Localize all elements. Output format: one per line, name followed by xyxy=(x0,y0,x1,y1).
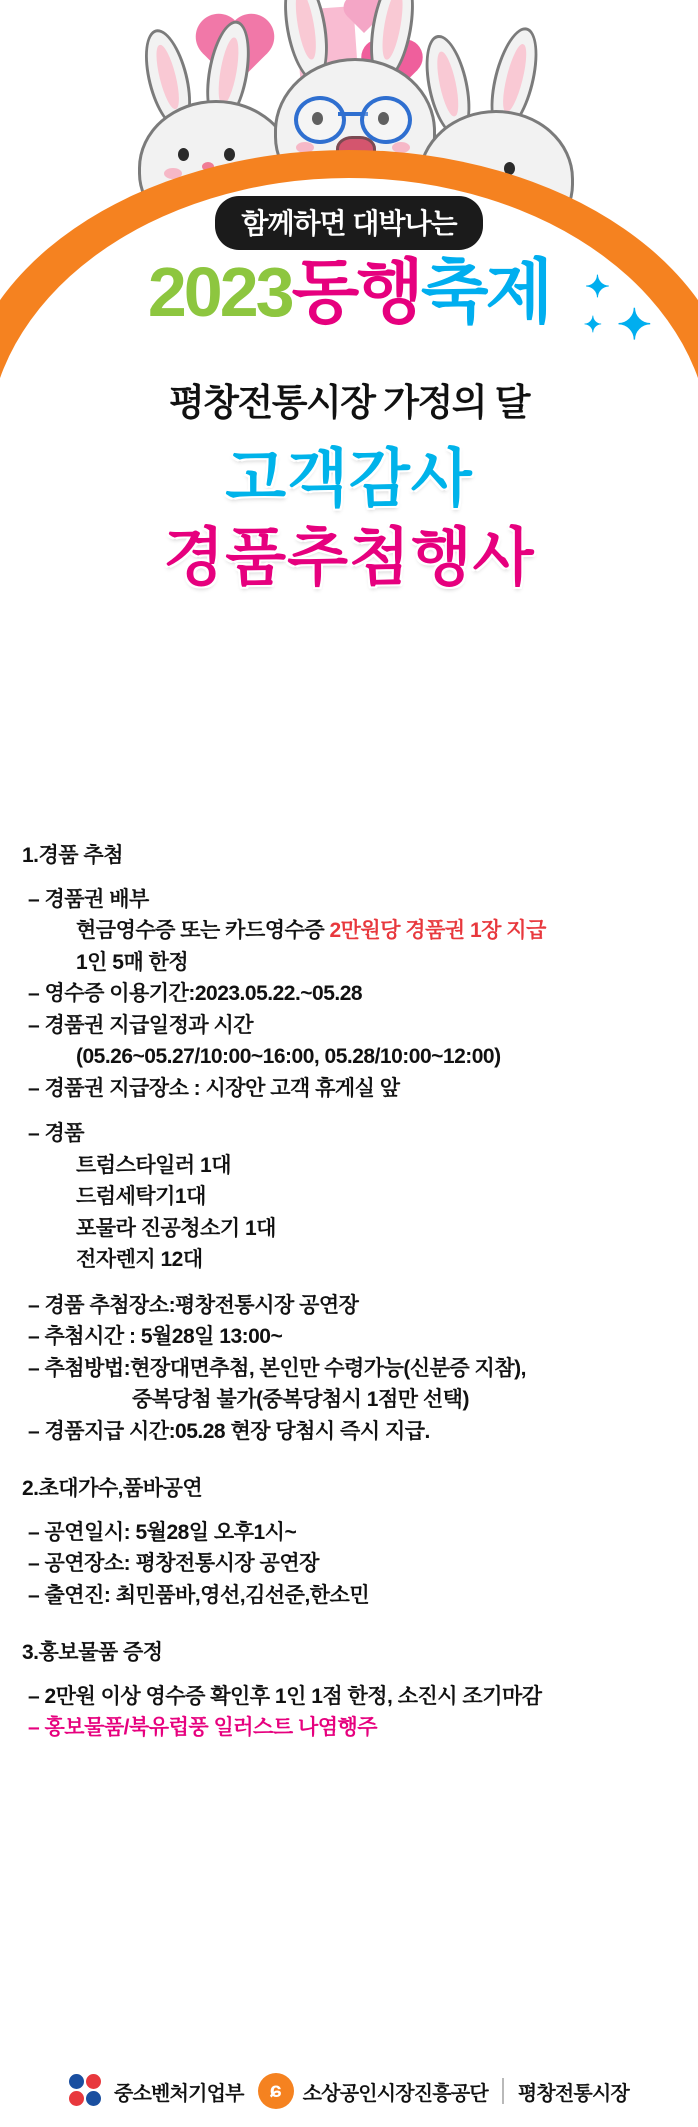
detail-highlight: 2만원당 경품권 1장 지급 xyxy=(329,919,546,942)
detail-line: 트럼스타일러 1대 xyxy=(76,1153,232,1177)
detail-line: – 경품 추첨장소:평창전통시장 공연장 xyxy=(28,1293,359,1317)
detail-line: – 영수증 이용기간:2023.05.22.~05.28 xyxy=(28,982,363,1005)
festival-logo-brand-2: 축제 xyxy=(420,253,551,331)
detail-line: 포물라 진공청소기 1대 xyxy=(76,1216,276,1240)
poster-titles xyxy=(0,372,698,598)
bunny-eye-icon xyxy=(224,148,235,161)
section-heading: 3.홍보물품 증정 xyxy=(22,1641,163,1664)
detail-line: – 홍보물품/북유럽풍 일러스트 나염행주 xyxy=(28,1716,378,1739)
bunny-eye-icon xyxy=(178,148,189,161)
detail-line: – 추첨시간 : 5월28일 13:00~ xyxy=(28,1325,283,1348)
detail-line xyxy=(22,915,676,947)
festival-tagline: 함께하면 대박나는 xyxy=(215,196,482,250)
detail-line: 1인 5매 한정 xyxy=(76,950,189,974)
detail-line: 드럼세탁기1대 xyxy=(76,1185,206,1208)
spacer xyxy=(22,1104,676,1118)
sparkle-icon: ✦ xyxy=(583,312,602,337)
footer-divider xyxy=(502,2078,504,2104)
detail-line: – 공연장소: 평창전통시장 공연장 xyxy=(28,1552,319,1575)
detail-line: – 경품 xyxy=(28,1122,85,1145)
detail-text: 현금영수증 또는 카드영수증 xyxy=(76,919,330,942)
details-body xyxy=(0,840,698,1770)
page-subtitle: 평창전통시장 가정의 달 xyxy=(169,382,529,423)
footer-logos xyxy=(0,2073,698,2109)
section-heading: 2.초대가수,품바공연 xyxy=(22,1477,203,1500)
footer-org-2-label: 소상공인시장진흥공단 xyxy=(302,2082,488,2105)
detail-line: – 공연일시: 5월28일 오후1시~ xyxy=(28,1520,297,1544)
detail-line: (05.26~05.27/10:00~16:00, 05.28/10:00~12:00) xyxy=(76,1045,501,1068)
detail-line: 전자렌지 12대 xyxy=(76,1248,203,1271)
section xyxy=(22,1473,676,1611)
government-emblem-icon xyxy=(69,2074,105,2108)
footer-org-3-label: 평창전통시장 xyxy=(517,2082,629,2105)
detail-line: – 추첨방법:현장대면추첨, 본인만 수령가능(신분증 지참), xyxy=(28,1356,526,1380)
detail-line: – 출연진: 최민품바,영선,김선준,한소민 xyxy=(28,1583,370,1607)
detail-line: – 경품권 지급장소 : 시장안 고객 휴게실 앞 xyxy=(28,1076,400,1100)
page-title: 고객감사 xyxy=(225,444,473,514)
section xyxy=(22,1637,676,1744)
detail-line: – 경품권 지급일정과 시간 xyxy=(28,1013,254,1037)
footer-org-3 xyxy=(518,2077,629,2106)
footer-org-1 xyxy=(69,2074,244,2108)
sparkle-icon: ✦ xyxy=(616,301,652,348)
section-heading: 1.경품 추첨 xyxy=(22,844,123,867)
section xyxy=(22,840,676,1447)
footer-org-2 xyxy=(258,2073,488,2109)
semas-logo-icon: ɕ xyxy=(258,2073,294,2109)
spacer xyxy=(22,1276,676,1290)
detail-line: – 경품지급 시간:05.28 현장 당첨시 즉시 지급. xyxy=(28,1419,430,1443)
festival-logo-year: 2023 xyxy=(147,253,292,331)
detail-line: 중복당첨 불가(중복당첨시 1점만 선택) xyxy=(132,1388,469,1411)
detail-line: – 경품권 배부 xyxy=(28,887,149,911)
sparkle-icon: ✦ xyxy=(584,271,610,304)
festival-logo-brand: 동행 xyxy=(291,253,421,331)
glasses-icon xyxy=(294,96,412,136)
page-title-2: 경품추첨행사 xyxy=(163,522,535,593)
footer-org-1-label: 중소벤처기업부 xyxy=(114,2082,244,2105)
detail-line: – 2만원 이상 영수증 확인후 1인 1점 한정, 소진시 조기마감 xyxy=(28,1684,542,1708)
festival-logo xyxy=(0,196,698,348)
